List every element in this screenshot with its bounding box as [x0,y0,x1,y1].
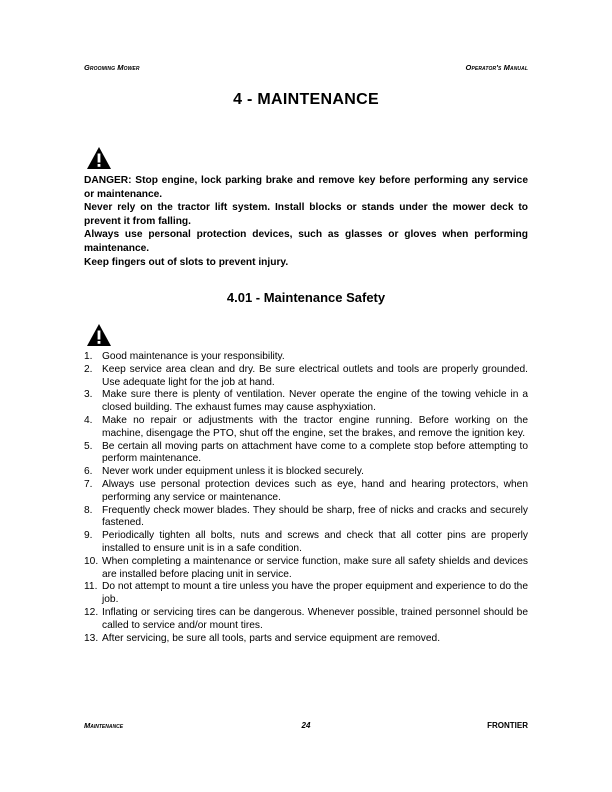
list-item [84,633,528,646]
warning-triangle-icon [86,323,112,347]
item-number: 11. [84,581,98,593]
danger-line: Never rely on the tractor lift system. Install blocks or stands under the mower deck to prevent it from falling. [84,202,528,227]
item-number: 1. [84,351,93,362]
list-item [84,607,528,633]
item-text: Be certain all moving parts on attachment have come to a complete stop before attempting to perform maintenance. [102,440,528,465]
item-number: 7. [84,478,93,490]
list-item [84,415,528,441]
header-left: Grooming Mower [84,63,140,72]
danger-line: Always use personal protection devices, such as glasses or gloves when performing maintenance. [84,229,528,254]
item-text: Never work under equipment unless it is blocked securely. [102,466,364,478]
maintenance-safety-list [84,351,528,645]
list-item [84,505,528,531]
danger-line: Keep fingers out of slots to prevent injury. [84,256,289,268]
item-number: 5. [84,440,93,452]
item-number: 6. [84,466,93,478]
item-number: 3. [84,389,93,401]
list-item [84,364,528,390]
list-item [84,389,528,415]
item-number: 2. [84,363,93,375]
item-text: Keep service area clean and dry. Be sure electrical outlets and tools are properly grounded. Use adequate light for the job at hand. [102,363,528,388]
list-item [84,556,528,582]
list-item [84,479,528,505]
footer-right: FRONTIER [487,721,528,730]
list-item [84,581,528,607]
item-text: Do not attempt to mount a tire unless you have the proper equipment and experience to do the job. [102,581,528,606]
header-right: Operator's Manual [465,63,528,72]
item-number: 8. [84,504,93,516]
warning-triangle-icon [86,146,112,170]
page-number: 24 [301,721,311,730]
item-text: Good maintenance is your responsibility. [102,351,285,362]
item-text: Inflating or servicing tires can be dangerous. Whenever possible, trained personnel should be called to service and/or mount tires. [102,606,528,631]
item-number: 12. [84,606,99,618]
item-text: After servicing, be sure all tools, parts and service equipment are removed. [102,632,441,644]
list-item [84,466,528,479]
item-text: Frequently check mower blades. They should be sharp, free of nicks and cracks and securely fastened. [102,504,528,529]
chapter-title: 4 - MAINTENANCE [233,91,379,108]
item-number: 4. [84,414,93,426]
list-item [84,530,528,556]
list-item [84,351,528,364]
danger-line: DANGER: Stop engine, lock parking brake and remove key before performing any service or maintenance. [84,175,528,200]
item-text: Always use personal protection devices such as eye, hand and hearing protectors, when performing any service or maintenance. [102,478,528,503]
danger-notice [84,174,528,269]
item-number: 10. [84,555,99,567]
item-number: 13. [84,632,99,644]
item-text: Periodically tighten all bolts, nuts and screws and check that all cotter pins are properly installed to ensure unit is in a safe condition. [102,530,528,554]
list-item [84,441,528,467]
item-text: Make sure there is plenty of ventilation. Never operate the engine of the towing vehicle in a closed building. The exhaust fumes may cause asphyxiation. [102,389,528,414]
item-number: 9. [84,530,93,542]
section-title: 4.01 - Maintenance Safety [226,290,386,305]
item-text: Make no repair or adjustments with the tractor engine running. Before working on the machine, disengage the PTO, shut off the engine, set the brakes, and remove the ignition key. [102,414,528,439]
footer-left: Maintenance [84,721,124,730]
item-text: When completing a maintenance or service function, make sure all safety shields and devices are installed before placing unit in service. [102,555,528,580]
